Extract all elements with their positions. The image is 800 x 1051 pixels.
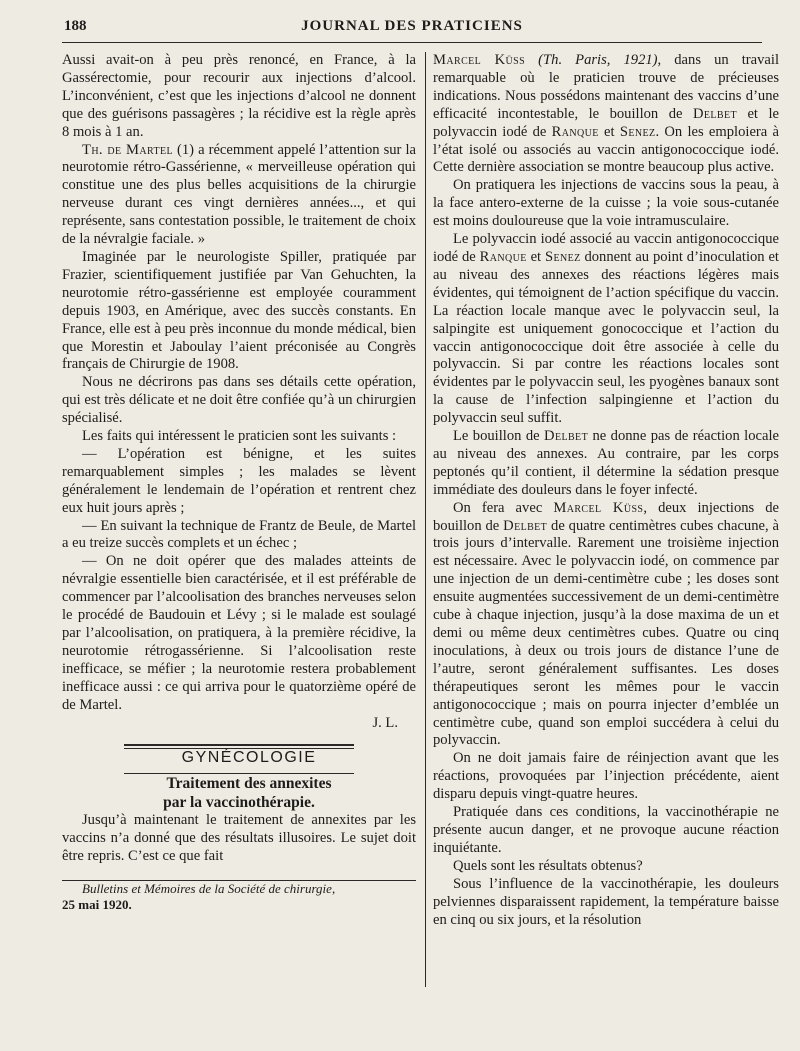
footnote — [62, 881, 416, 912]
paragraph: Pratiquée dans ces conditions, la vaccinothérapie ne présente aucun danger, et ne provoque aucune réaction inquiétante. — [433, 804, 779, 856]
footnote-source: Bulletins et Mémoires de la Société de chirurgie, — [82, 881, 336, 897]
proper-name: Senez — [544, 248, 581, 265]
paragraph-text: et — [526, 248, 545, 265]
paragraph: Nous ne décrirons pas dans ses détails cette opération, qui est très délicate et ne doit être confiée qu’à un chirurgien spécialisé. — [62, 374, 416, 427]
page-header — [62, 16, 762, 43]
paragraph-text: et le polyvaccin iodé de — [433, 105, 779, 140]
paragraph-text: de quatre centimètres cubes chacune, à trois jours d’intervalle. Rarement une troisième injection est nécessaire. Avec le polyvaccin iodé, on commence par une injection de un demi-centimètre cube ; les doses sont ensuite augmentées successivement de un demi-centimètre cube à chaque injection, jusqu’à la dose maxima de un et demi ou même deux centimètres cubes. Quatre ou cinq inoculations, à deux ou trois jours de distance l’une de l’autre, seront généralement suffisantes. Les doses thérapeutiques seront les mêmes pour le vaccin antigonococcique ; mais on pourra injecter d’emblée un centimètre cube, quand son emploi succédera à celui du polyvaccin. — [433, 517, 779, 749]
paragraph: Aussi avait-on à peu près renoncé, en France, à la Gassérectomie, pour recourir aux injections d’alcool. L’inconvénient, c’est que les injections d’alcool ne donnent que des guérisons passagères ; la récidive est la règle après 8 mois à 1 an. — [62, 52, 416, 140]
paragraph-text: (1) a récemment appelé l’attention sur la neurotomie rétro-Gassérienne, « merveilleuse opération qui constitue une des plus belles acquisitions de la chirurgie nerveuse durant ces vingt dernières années..., et qui représente, sans contestation possible, le traitement de choix de la névralgie faciale. » — [62, 141, 416, 248]
author-signature: J. L. — [372, 714, 398, 731]
section-heading: GYNÉCOLOGIE — [181, 749, 317, 767]
paragraph: — L’opération est bénigne, et les suites remarquablement simples ; les malades se lèvent généralement le lendemain de l’opération et rentrent chez eux huit jours après ; — [62, 445, 416, 516]
right-column — [433, 52, 779, 929]
paragraph-text: et — [598, 123, 620, 140]
paragraph — [433, 231, 779, 428]
paragraph: On ne doit jamais faire de réinjection avant que les réactions, provoquées par l’injection précédente, aient disparu depuis vingt-quatre heures. — [433, 750, 779, 803]
proper-name: Ranque — [479, 248, 527, 265]
paragraph: Jusqu’à maintenant le traitement de annexites par les vaccins n’a donné que des résultats illusoires. Le sujet doit être repris. C’est ce que fait — [62, 812, 416, 865]
left-column — [62, 52, 416, 912]
article-title-line: par la vaccinothérapie. — [163, 794, 315, 812]
article-title — [62, 774, 416, 812]
author-name: Th. de Martel — [82, 141, 173, 158]
paragraph — [62, 142, 416, 249]
paragraph-text: , deux injections de bouillon de — [433, 499, 780, 534]
paragraph: Les faits qui intéressent le praticien sont les suivants : — [82, 428, 397, 445]
paragraph-text: donnent au point d’inoculation et au niveau des annexes des réactions légères mais évidentes, qui témoignent de l’action spécifique du vaccin. La réaction locale manque avec le polyvaccin seul, la salpingite est uniquement gonococcique et l’action du vaccin antigonococcique doit être associée à celle du polyvaccin. Si par contre les réactions locales sont évidentes par le polyvaccin seul, les pyogènes banaux sont la cause de l’infection salpingienne et l’action du polyvaccin seul suffit. — [433, 248, 779, 427]
paragraph: Imaginée par le neurologiste Spiller, pratiquée par Frazier, scientifiquement justifiée par Van Gehuchten, la neurotomie rétro-gassérienne est employée couramment depuis 1903, en Amérique, avec des succès constants. En France, elle est à peu près inconnue du monde médical, bien que Morestin et Jaboulay l’aient préconisée au Congrès français de Chirurgie de 1908. — [62, 248, 416, 373]
paragraph — [433, 428, 779, 500]
paragraph — [433, 500, 779, 751]
article-title-line: Traitement des annexites — [166, 775, 332, 793]
paragraph-text: . On les emploiera à l’état isolé ou associés au vaccin antigonococcique iodé. Cette dernière association se montre beaucoup plus active. — [433, 123, 779, 176]
column-rule — [425, 52, 426, 987]
proper-name: Delbet — [503, 517, 548, 534]
paragraph-text: , dans un travail remarquable où le praticien trouve de précieuses indications. Nous possédons maintenant des vaccins d’une efficacité incontestable, le bouillon de — [433, 52, 779, 122]
author-name: Marcel Küss — [433, 52, 526, 68]
proper-name: Marcel Küss — [553, 499, 644, 516]
paragraph: — On ne doit opérer que des malades atteints de névralgie essentielle bien caractérisée, et il est préférable de commencer par l’alcoolisation des branches nerveuses selon le procédé de Baudouin et Lévy ; si le malade est soulagé par l’alcoolisation, on pratiquera, à la première récidive, la neurotomie rétrogassérienne. Si l’alcoolisation reste inefficace, se méfier ; la neurotomie restera probablement inefficace aussi : ce qui arriva pour le quatorzième opéré de de Martel. — [62, 553, 416, 713]
reference: (Th. Paris, 1921) — [538, 52, 658, 68]
paragraph-text: On fera avec — [453, 499, 554, 516]
paragraph-text: ne donne pas de réaction locale au niveau des annexes. Au contraire, par les corps peptonés qu’il contient, il détermine la sédation presque immédiate des douleurs dans le foyer infecté. — [433, 428, 779, 498]
proper-name: Delbet — [692, 105, 737, 122]
proper-name: Senez — [619, 123, 656, 140]
footnote-date: 25 mai 1920. — [62, 896, 132, 912]
paragraph: On pratiquera les injections de vaccins sous la peau, à la face antero-externe de la cuisse ; la voie sous-cutanée est moins douloureuse que la voie intramusculaire. — [433, 177, 779, 230]
proper-name: Ranque — [551, 123, 599, 140]
paragraph-text: Le polyvaccin iodé associé au vaccin antigonococcique iodé de — [433, 231, 779, 265]
proper-name: Delbet — [544, 428, 589, 445]
page-number: 188 — [64, 18, 87, 34]
paragraph: Quels sont les résultats obtenus? — [453, 857, 643, 874]
journal-title: JOURNAL DES PRATICIENS — [301, 18, 523, 34]
paragraph: — En suivant la technique de Frantz de Beule, de Martel a eu treize succès complets et un échec ; — [62, 517, 416, 552]
paragraph — [433, 52, 779, 177]
paragraph-text: Le bouillon de — [453, 428, 545, 445]
paragraph: Sous l’influence de la vaccinothérapie, les douleurs pelviennes disparaissent rapidement, la température baisse en cinq ou six jours, et la résolution — [433, 875, 779, 928]
